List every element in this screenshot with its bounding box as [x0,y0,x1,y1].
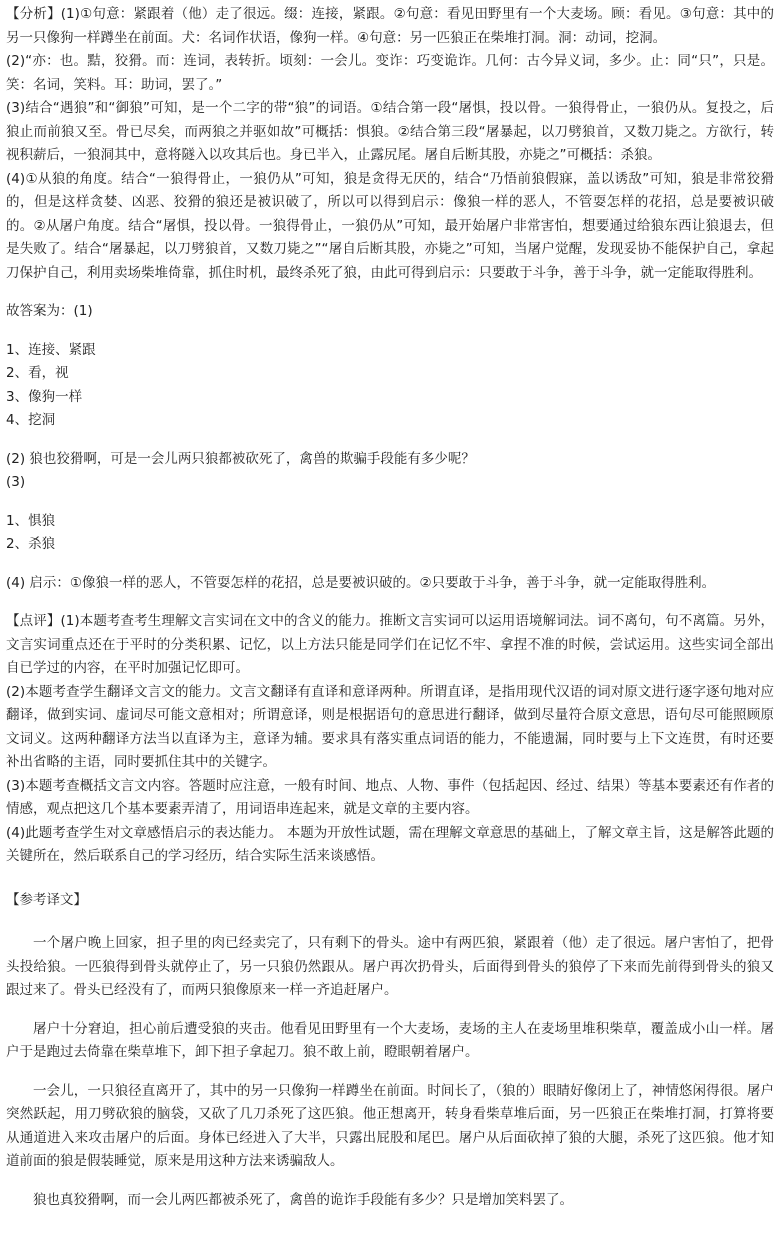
translation-paragraph: 屠户十分窘迫，担心前后遭受狼的夹击。他看见田野里有一个大麦场，麦场的主人在麦场里堆积柴草，覆盖成小山一样。屠户于是跑过去倚靠在柴草堆下，卸下担子拿起刀。狼不敢上前，瞪眼朝着屠户。 [6,1020,774,1060]
list-item: 2、看，视 [6,365,69,381]
answer-q2: (2) 狼也狡猾啊，可是一会儿两只狼都被砍死了，禽兽的欺骗手段能有多少呢？ [6,450,475,467]
answer-q3-list [6,510,774,557]
answer-q1-list [6,339,774,433]
list-item: 3、像狗一样 [6,388,83,405]
list-item: 4、挖洞 [6,412,56,428]
answer-q4: (4) 启示：①像狼一样的恶人，不管耍怎样的花招，总是要被识破的。②只要敢于斗争，善于斗争，就一定能取得胜利。 [6,574,716,591]
translation-paragraph: 一个屠户晚上回家，担子里的肉已经卖完了，只有剩下的骨头。途中有两匹狼，紧跟着（他）走了很远。屠户害怕了，把骨头投给狼。一匹狼得到骨头就停止了，另一只狼仍然跟从。屠户再次扔骨头，后面得到骨头的狼停了下来而先前得到骨头的狼又跟过来了。骨头已经没有了，而两只狼像原来一样一齐追赶屠户。 [6,935,774,998]
list-item: 2、杀狼 [6,536,56,552]
answer-section [6,300,774,595]
analysis-section [6,3,774,285]
answer-intro: 故答案为：(1) [6,303,93,319]
comment-part-4: (4)此题考查学生对文章感悟启示的表达能力。 本题为开放性试题，需在理解文章意思的基础上，了解文章主旨，这是解答此题的关键所在，然后联系自己的学习经历，结合实际生活来谈感悟。 [6,824,774,864]
answer-q3-label: (3) [6,474,26,490]
list-item: 1、惧狼 [6,512,56,529]
list-item: 1、连接、紧跟 [6,341,96,358]
translation-section [6,889,774,1213]
translation-paragraph: 一会儿，一只狼径直离开了，其中的另一只像狗一样蹲坐在前面。时间长了，（狼的）眼睛好像闭上了，神情悠闲得很。屠户突然跃起，用刀劈砍狼的脑袋，又砍了几刀杀死了这匹狼。他正想离开，转身看柴草堆后面，另一匹狼正在柴堆打洞，打算将要从通道进入来攻击屠户的后面。身体已经进入了大半，只露出屁股和尾巴。屠户从后面砍掉了狼的大腿，杀死了这匹狼。他才知道前面的狼是假装睡觉，原来是用这种方法来诱骗敌人。 [6,1082,774,1169]
comment-part-3: (3)本题考查概括文言文内容。答题时应注意，一般有时间、地点、人物、事件（包括起因、经过、结果）等基本要素还有作者的情感，观点把这几个基本要素弄清了，用词语串连起来，就是文章的主要内容。 [6,777,774,817]
analysis-part-4: (4)①从狼的角度。结合“一狼得骨止，一狼仍从”可知，狼是贪得无厌的，结合“乃悟前狼假寐，盖以诱敌”可知，狼是非常狡猾的，但是这样贪婪、凶恶、狡猾的狼还是被识破了，所以可以得到启示：像狼一样的恶人，不管耍怎样的花招，总是要被识破的。②从屠户角度。结合“屠惧，投以骨。一狼得骨止，一狼仍从”可知，最开始屠户非常害怕，想要通过给狼东西让狼退去，但是失败了。结合“屠暴起，以刀劈狼首，又数刀毙之”“屠自后断其股，亦毙之”可知，当屠户觉醒，发现妥协不能保护自己，拿起刀保护自己，利用卖场柴堆倚靠，抓住时机，最终杀死了狼，由此可得到启示：只要敢于斗争，善于斗争，就一定能取得胜利。 [6,170,774,281]
comment-part-1: 【点评】(1)本题考查考生理解文言实词在文中的含义的能力。推断文言实词可以运用语境解词法。词不离句，句不离篇。另外，文言实词重点还在于平时的分类积累、记忆，以上方法只能是同学们在记忆不牢、拿捏不准的时候，尝试运用。这些实词全部出自已学过的内容，在平时加强记忆即可。 [6,613,774,676]
comment-part-2: (2)本题考查学生翻译文言文的能力。文言文翻译有直译和意译两种。所谓直译，是指用现代汉语的词对原文进行逐字逐句地对应翻译，做到实词、虚词尽可能文意相对；所谓意译，则是根据语句的意思进行翻译，做到尽量符合原文意思，语句尽可能照顾原文词义。这两种翻译方法当以直译为主，意译为辅。要求具有落实重点词语的能力，不能遗漏，同时要与上下文连贯，有时还要补出省略的主语，同时要抓住其中的关键字。 [6,683,774,770]
comment-section [6,610,774,869]
analysis-part-1: 【分析】(1)①句意：紧跟着（他）走了很远。缀：连接，紧跟。②句意：看见田野里有一个大麦场。顾：看见。③句意：其中的另一只像狗一样蹲坐在前面。犬：名词作状语，像狗一样。④句意：另一匹狼正在柴堆打洞。洞：动词，挖洞。 [6,6,774,46]
translation-paragraph: 狼也真狡猾啊，而一会儿两匹都被杀死了，禽兽的诡诈手段能有多少？只是增加笑料罢了。 [33,1191,573,1208]
analysis-part-2: (2)“亦：也。黠，狡猾。而：连词，表转折。顷刻：一会儿。变诈：巧变诡诈。几何：古今异义词，多少。止：同“只”，只是。笑：名词，笑料。耳：助词，罢了。” [6,53,774,93]
analysis-part-3: (3)结合“遇狼”和“御狼”可知，是一个二字的带“狼”的词语。①结合第一段“屠惧，投以骨。一狼得骨止，一狼仍从。复投之，后狼止而前狼又至。骨已尽矣，而两狼之并驱如故”可概括：惧狼。②结合第三段“屠暴起，以刀劈狼首，又数刀毙之。方欲行，转视积薪后，一狼洞其中，意将隧入以攻其后也。身已半入，止露尻尾。屠自后断其股，亦毙之”可概括：杀狼。 [6,100,774,163]
translation-heading: 【参考译文】 [6,891,87,908]
